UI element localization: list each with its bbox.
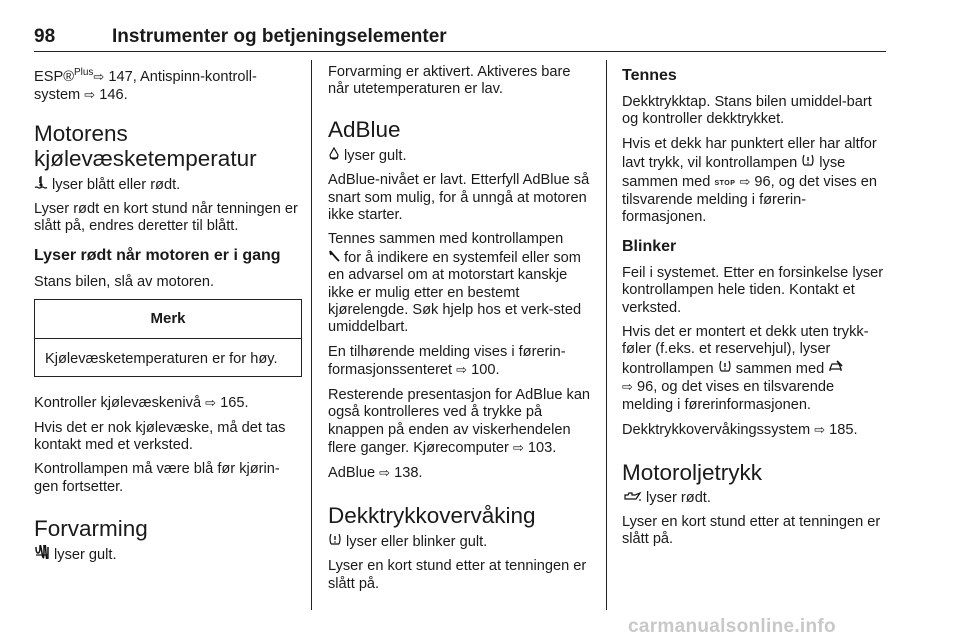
on-paragraph-2: Hvis et dekk har punktert eller har altfor lavt trykk, vil kontrollampen lyse sammen med STOP ⇨ 96, og det vises en tilsvarende melding i førerin-formasjonen. [622, 135, 877, 226]
coolant-level-paragraph: Kontroller kjølevæskenivå ⇨ 165. [34, 395, 249, 412]
note-box [34, 299, 302, 377]
oil-light-line: lyser rødt. [622, 489, 888, 507]
adblue-paragraph-3: En tilhørende melding vises i førerin-formasjonssenteret ⇨ 100. [328, 343, 566, 379]
service-vehicle-icon [828, 359, 844, 377]
tire-pressure-icon [801, 153, 815, 171]
heading-oil: Motoroljetrykk [622, 459, 763, 485]
stop-badge-icon: STOP [714, 179, 736, 187]
tire-pressure-icon [328, 532, 342, 550]
note-title: Merk [35, 300, 301, 338]
adblue-paragraph-2: Tennes sammen med kontrollampen for å indikere en systemfeil eller som en advarsel om at motorstart kanskje ikke er mulig etter en bestemt kjørelengde. Søk hjelp hos et verk-sted umiddelbart. [328, 231, 582, 336]
header-rule [34, 51, 886, 52]
tpms-paragraph: Lyser en kort stund etter at tenningen er slått på. [328, 558, 587, 592]
watermark: carmanualsonline.info [628, 616, 836, 637]
heading-adblue: AdBlue [328, 116, 401, 142]
preheat-coil-icon [34, 545, 50, 563]
preheat-light-line: lyser gult. [34, 545, 302, 564]
coolant-temperature-icon [34, 175, 48, 193]
adblue-paragraph-5: AdBlue ⇨ 138. [328, 465, 423, 482]
tpms-light-line: lyser eller blinker gult. [328, 532, 594, 551]
heading-red-running: Lyser rødt når motoren er i gang [34, 246, 281, 264]
coolant-light-line: lyser blått eller rødt. [34, 175, 302, 194]
ref-arrow-icon: ⇨ [739, 173, 751, 189]
oil-paragraph: Lyser en kort stund etter at tenningen er slått på. [622, 513, 881, 548]
ref-arrow-icon: ⇨ [93, 68, 105, 84]
workshop-paragraph: Hvis det er nok kjølevæske, må det tas kontakt med et verksted. [34, 419, 286, 453]
preheat-paragraph: Forvarming er aktivert. Aktiveres bare når utetemperaturen er lav. [328, 64, 571, 98]
adblue-paragraph-4: Resterende presentasjon for AdBlue kan også kontrolleres ved å trykke på knappen på enden av viskerhendelen flere ganger. Kjørecomputer ⇨ 103. [328, 386, 591, 456]
heading-coolant: Motorens kjølevæsketemperatur [34, 120, 257, 171]
column-divider [311, 60, 312, 610]
coolant-paragraph: Lyser rødt en kort stund når tenningen er slått på, endres deretter til blått. [34, 201, 298, 235]
continue-paragraph: Kontrollampen må være blå før kjørin-gen fortsetter. [34, 461, 280, 495]
heading-tpms: Dekktrykkovervåking [328, 502, 536, 528]
page-title: Instrumenter og betjeningselementer [112, 26, 447, 47]
blink-paragraph-2: Hvis det er montert et dekk uten trykk-føler (f.eks. et reservehjul), lyser kontrollampen sammen med ⇨ 96, og det vises en tilsvarende melding i førerinformasjonen. [622, 324, 869, 413]
blink-paragraph-3: Dekktrykkovervåkingssystem ⇨ 185. [622, 422, 858, 439]
tire-pressure-icon [718, 359, 732, 377]
heading-preheat: Forvarming [34, 516, 148, 542]
heading-on: Tennes [622, 67, 677, 84]
column-2 [328, 64, 594, 600]
heading-blink: Blinker [622, 237, 677, 255]
stop-paragraph: Stans bilen, slå av motoren. [34, 273, 215, 290]
ref-arrow-icon: ⇨ [205, 395, 217, 411]
ref-arrow-icon: ⇨ [456, 362, 468, 378]
ref-arrow-icon: ⇨ [84, 87, 96, 103]
page-number: 98 [34, 26, 56, 47]
note-body: Kjølevæsketemperaturen er for høy. [45, 350, 278, 367]
ref-arrow-icon: ⇨ [814, 422, 826, 438]
page-header [34, 26, 886, 54]
adblue-paragraph-1: AdBlue-nivået er lavt. Etterfyll AdBlue så snart som mulig, for å unngå at motoren ikke starter. [328, 172, 590, 224]
ref-arrow-icon: ⇨ [512, 439, 524, 455]
adblue-light-line: lyser gult. [328, 146, 594, 165]
on-paragraph-1: Dekktrykktap. Stans bilen umiddel-bart og kontroller dekktrykket. [622, 94, 872, 128]
oil-can-icon [622, 489, 642, 506]
adblue-icon [328, 146, 340, 164]
blink-paragraph-1: Feil i systemet. Etter en forsinkelse lyser kontrollampen hele tiden. Kontakt et verksted. [622, 264, 884, 316]
ref-arrow-icon: ⇨ [622, 379, 633, 395]
esp-paragraph: ESP®$^{Plus}$⇨ 147, Antispinn-kontroll-system ⇨ 146. [34, 67, 257, 104]
engine-check-icon [328, 249, 340, 266]
column-3 [622, 64, 888, 556]
column-1 [34, 64, 302, 572]
column-divider [606, 60, 607, 610]
ref-arrow-icon: ⇨ [379, 465, 391, 481]
